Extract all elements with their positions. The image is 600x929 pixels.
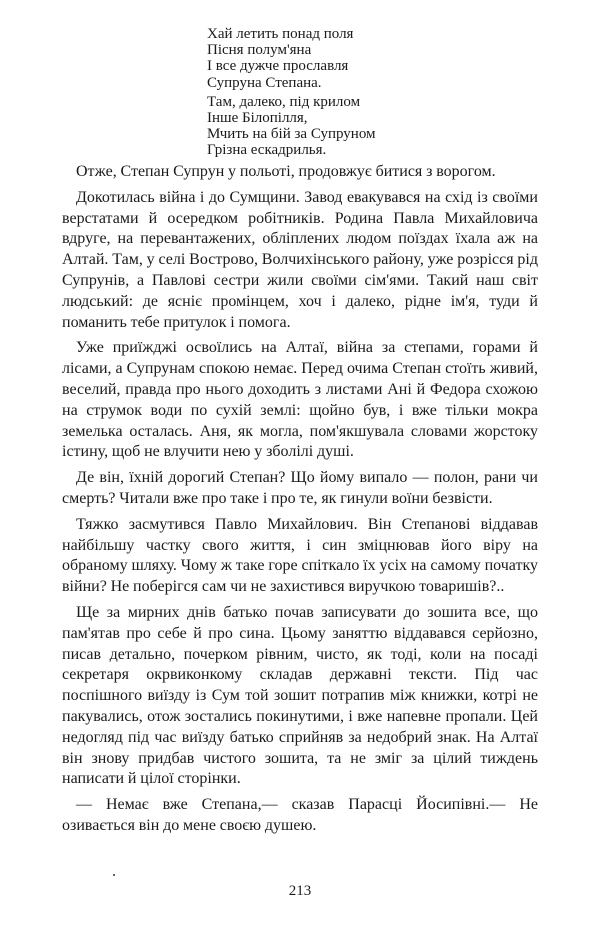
- poem-stanza: [207, 26, 507, 91]
- poem-line: Супруна Степана.: [207, 74, 322, 91]
- poem-line: Грізна ескадрилья.: [207, 142, 327, 159]
- paragraph: Отже, Степан Супрун у польоті, продовжує битися з ворогом.: [76, 163, 496, 180]
- poem-line: Там, далеко, під крилом: [207, 93, 361, 110]
- paragraph: Ще за мирних днів батько почав записувати до зошита все, що пам'ятав про себе й про сина. Цьому заняттю віддавався серйозно, писав детально, почерком рівним, чисто, як тоді, коли на посаді секретаря окрвиконкому складав державні тексти. Під час поспішного виїзду із Сум той зошит потрапив між книжки, котрі не пакувались, отож зостались покинутими, і вже напевне пропали. Цей недогляд під час виїзду батько сприйняв за недобрий знак. На Алтаї він знову придбав чистого зошита, та не зміг за цілий тиждень написати й цілої сторінки.: [62, 603, 538, 788]
- poem-stanza: [207, 94, 507, 159]
- poem-line: Пісня полум'яна: [207, 42, 312, 59]
- poem-line: Хай летить понад поля: [207, 26, 354, 42]
- paragraph: Тяжко засмутився Павло Михайлович. Він Степанові віддавав найбільшу частку свого життя, і син зміцнював його віру на обраному шляху. Чому ж таке горе спіткало їх усіх на самому початку війни? Не поберігся сам чи не захистився виручкою товаришів?..: [62, 515, 538, 596]
- poem-line: І все дужче прославля: [207, 58, 349, 75]
- paragraph: — Немає вже Степана,— сказав Парасці Йосипівні.— Не озивається він до мене своєю душею.: [62, 796, 538, 834]
- body-text: [62, 162, 538, 837]
- paragraph: Докотилась війна і до Сумщини. Завод евакувався на схід із своїми верстатами й осередком робітників. Родина Павла Михайловича вдруге, на перевантажених, обліплених людом поїздах їхала аж на Алтай. Там, у селі Вострово, Волчихінського району, уже розрісся рід Супрунів, а Павлові сестри жили своїми сім'ями. Такий наш світ людський: де ясніє промінцем, хоч і далеко, рідне ім'я, туди й поманить тебе притулок і помога.: [62, 188, 538, 331]
- poem: [207, 26, 507, 159]
- page-number: 213: [288, 883, 312, 899]
- paragraph: Уже приїжджі освоїлись на Алтаї, війна за степами, горами й лісами, а Супрунам спокою немає. Перед очима Степан стоїть живий, веселий, правда про нього доходить з листами Ані й Федора схожою на струмок води по сухій землі: щойно був, і вже тільки мокра земелька осталась. Аня, як могла, пом'якшувала словами жорстоку істину, щоб не влучити нею у зболілі душі.: [62, 339, 538, 461]
- poem-line: Інше Білопілля,: [207, 110, 308, 127]
- paragraph: Де він, їхній дорогий Степан? Що йому випало — полон, рани чи смерть? Читали вже про таке і про те, як гинули воїни безвісти.: [62, 469, 538, 507]
- poem-line: Мчить на бій за Супруном: [207, 126, 376, 143]
- ink-speck: [113, 874, 115, 876]
